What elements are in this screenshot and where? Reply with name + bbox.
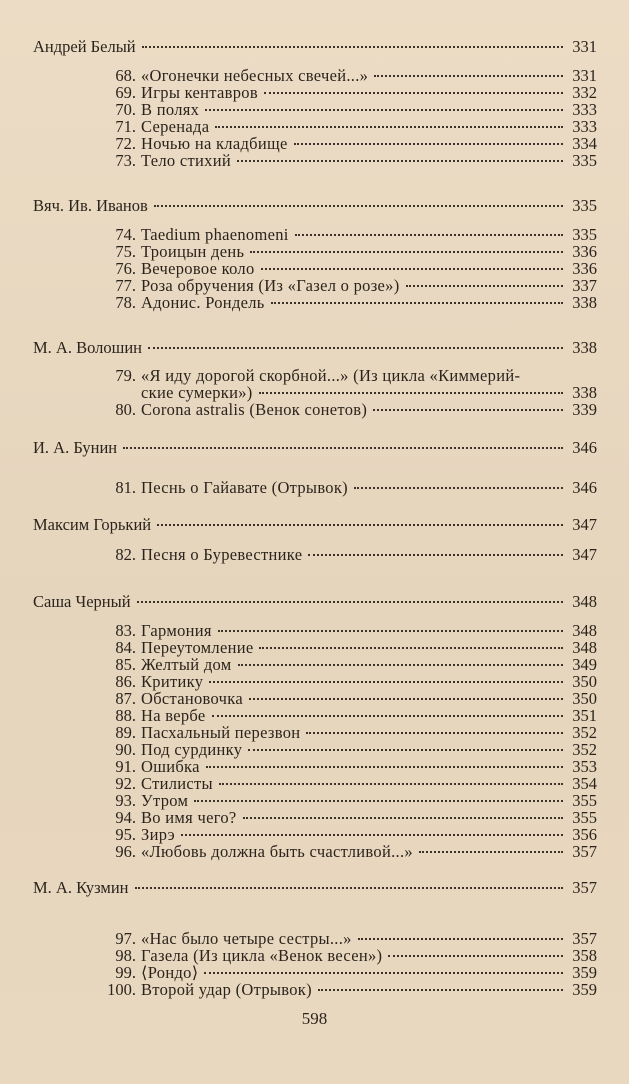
entry-number: 90. [115,740,136,759]
entry-number: 78. [115,293,136,312]
entry-number: 89. [115,723,136,742]
dot-leader [215,126,563,128]
entry-title: Второй удар (Отрывок) [141,980,312,999]
entry-number: 84. [115,638,136,657]
entry-title: Тело стихий [141,151,231,170]
entry-number: 81. [115,478,136,497]
author-page: 346 [572,438,597,457]
toc-entry [108,826,597,843]
author-name: М. А. Волошин [33,338,142,357]
entry-number: 92. [115,774,136,793]
dot-leader [148,347,563,349]
entry-title: Зирэ [141,825,176,844]
toc-author-line [33,593,597,610]
author-page: 357 [572,878,597,897]
toc-author-line [33,38,597,55]
author-name: М. А. Кузмин [33,878,129,897]
entry-page: 348 [572,621,597,640]
entry-title: Под сурдинку [141,740,243,759]
entry-title: Ночью на кладбище [141,134,288,153]
entry-number: 75. [115,242,136,261]
dot-leader [249,698,563,700]
entry-page: 358 [572,946,597,965]
toc-entry [108,152,597,169]
entry-title: Роза обручения (Из «Газел о розе») [141,276,400,295]
toc-entry [108,964,597,981]
entry-page: 351 [572,706,597,725]
author-page: 347 [572,515,597,534]
entry-page: 331 [572,66,597,85]
entry-page: 338 [572,383,597,402]
author-name: Вяч. Ив. Иванов [33,196,148,215]
entry-page: 348 [572,638,597,657]
toc-entry [108,656,597,673]
entry-title: «Любовь должна быть счастливой...» [141,842,413,861]
entry-number: 87. [115,689,136,708]
entry-number: 91. [115,757,136,776]
entry-title: Стилисты [141,774,213,793]
entry-title: «Нас было четыре сестры...» [141,929,352,948]
entry-page: 332 [572,83,597,102]
entry-page: 334 [572,134,597,153]
dot-leader [250,251,563,253]
entry-page: 355 [572,808,597,827]
toc-entry [108,758,597,775]
entry-title: Газела (Из цикла «Венок весен») [141,946,383,965]
dot-leader [218,630,563,632]
entry-number: 85. [115,655,136,674]
dot-leader [264,92,563,94]
author-page: 338 [572,338,597,357]
entry-number: 71. [115,117,136,136]
toc-entry [108,101,597,118]
entry-page: 336 [572,259,597,278]
entry-number: 95. [115,825,136,844]
entry-page: 350 [572,689,597,708]
entry-page: 335 [572,151,597,170]
entry-number: 74. [115,225,136,244]
entry-title: «Я иду дорогой скорбной...» (Из цикла «Киммерий- [141,366,521,385]
entry-number: 93. [115,791,136,810]
toc-entry [100,981,597,998]
toc-entry [108,135,597,152]
dot-leader [219,783,563,785]
page-number: 598 [301,1009,328,1028]
toc-entry [108,792,597,809]
entry-page: 335 [572,225,597,244]
author-page: 348 [572,592,597,611]
entry-page: 338 [572,293,597,312]
toc-entry [108,277,597,294]
dot-leader [271,302,563,304]
entry-number: 77. [115,276,136,295]
entry-title: Во имя чего? [141,808,237,827]
dot-leader [388,955,563,957]
toc-entry [108,479,597,496]
entry-number: 83. [115,621,136,640]
dot-leader [306,732,563,734]
toc-author-line [33,516,597,533]
entry-page: 339 [572,400,597,419]
entry-page: 336 [572,242,597,261]
dot-leader [318,989,563,991]
entry-page: 359 [572,963,597,982]
dot-leader [354,487,563,489]
dot-leader [373,409,563,411]
entry-title: Утром [141,791,189,810]
toc-author-line [33,339,597,356]
entry-title: «Огонечки небесных свечей...» [141,66,369,85]
entry-number: 100. [107,980,136,999]
entry-title: Corona astralis (Венок сонетов) [141,400,368,419]
toc-entry [108,639,597,656]
dot-leader [154,205,563,207]
entry-number: 94. [115,808,136,827]
entry-number: 79. [115,366,136,385]
toc-entry-continuation [141,384,597,401]
entry-number: 97. [115,929,136,948]
entry-title: Обстановочка [141,689,243,708]
entry-page: 359 [572,980,597,999]
entry-title: Игры кентавров [141,83,258,102]
toc-entry [108,947,597,964]
entry-title: Ошибка [141,757,200,776]
toc-entry [108,84,597,101]
toc-entry-first-line [108,367,520,384]
entry-number: 73. [115,151,136,170]
entry-page: 352 [572,723,597,742]
author-name: Андрей Белый [33,37,136,56]
dot-leader [135,887,564,889]
dot-leader [181,834,563,836]
entry-number: 80. [115,400,136,419]
entry-number: 98. [115,946,136,965]
toc-entry [108,294,597,311]
entry-page: 353 [572,757,597,776]
dot-leader [237,160,563,162]
toc-entry [108,809,597,826]
toc-entry [108,67,597,84]
toc-entry [108,724,597,741]
entry-page: 346 [572,478,597,497]
dot-leader [209,681,563,683]
entry-title: ⟨Рондо⟩ [141,963,199,982]
entry-title: Taedium phaenomeni [141,225,289,244]
entry-number: 69. [115,83,136,102]
dot-leader [157,524,563,526]
toc-entry [108,930,597,947]
dot-leader [212,715,563,717]
dot-leader [261,268,563,270]
entry-title: В полях [141,100,200,119]
entry-number: 76. [115,259,136,278]
entry-title: Троицын день [141,242,245,261]
author-page: 335 [572,196,597,215]
entry-number: 86. [115,672,136,691]
toc-entry [108,260,597,277]
entry-number: 82. [115,545,136,564]
dot-leader [194,800,563,802]
dot-leader [419,851,563,853]
toc-entry [108,243,597,260]
entry-title: Песнь о Гайавате (Отрывок) [141,478,348,497]
entry-number: 68. [115,66,136,85]
entry-number: 99. [115,963,136,982]
dot-leader [295,234,563,236]
entry-title: Гармония [141,621,212,640]
entry-title: Песня о Буревестнике [141,545,303,564]
dot-leader [259,392,563,394]
dot-leader [243,817,563,819]
dot-leader [204,972,563,974]
dot-leader [259,647,563,649]
toc-author-line [33,879,597,896]
dot-leader [374,75,563,77]
entry-page: 357 [572,842,597,861]
toc-entry [108,622,597,639]
toc-entry [108,775,597,792]
toc-entry [108,546,597,563]
entry-title: Пасхальный перезвон [141,723,301,742]
entry-number: 70. [115,100,136,119]
toc-entry [108,843,597,860]
entry-title: На вербе [141,706,206,725]
dot-leader [294,143,563,145]
dot-leader [123,447,563,449]
dot-leader [238,664,563,666]
entry-page: 354 [572,774,597,793]
entry-title-continuation: ские сумерки») [141,383,253,402]
entry-title: Желтый дом [141,655,232,674]
dot-leader [205,109,563,111]
entry-page: 347 [572,545,597,564]
entry-page: 337 [572,276,597,295]
toc-author-line [33,439,597,456]
entry-page: 333 [572,117,597,136]
entry-page: 356 [572,825,597,844]
entry-number: 72. [115,134,136,153]
entry-title: Вечеровое коло [141,259,255,278]
entry-number: 96. [115,842,136,861]
entry-title: Серенада [141,117,210,136]
toc-entry [108,707,597,724]
entry-page: 350 [572,672,597,691]
entry-number: 88. [115,706,136,725]
dot-leader [406,285,563,287]
dot-leader [308,554,563,556]
toc-entry [108,118,597,135]
dot-leader [137,601,563,603]
toc-entry [108,673,597,690]
entry-title: Критику [141,672,204,691]
dot-leader [206,766,563,768]
toc-entry [108,741,597,758]
toc-entry [108,401,597,418]
dot-leader [248,749,563,751]
dot-leader [358,938,563,940]
dot-leader [142,46,563,48]
toc-entry [108,226,597,243]
author-page: 331 [572,37,597,56]
entry-page: 352 [572,740,597,759]
entry-page: 355 [572,791,597,810]
entry-page: 357 [572,929,597,948]
author-name: Саша Черный [33,592,131,611]
entry-page: 349 [572,655,597,674]
entry-title: Переутомление [141,638,254,657]
entry-page: 333 [572,100,597,119]
toc-entry [108,690,597,707]
author-name: И. А. Бунин [33,438,118,457]
toc-author-line [33,197,597,214]
entry-title: Адонис. Рондель [141,293,265,312]
author-name: Максим Горький [33,515,152,534]
